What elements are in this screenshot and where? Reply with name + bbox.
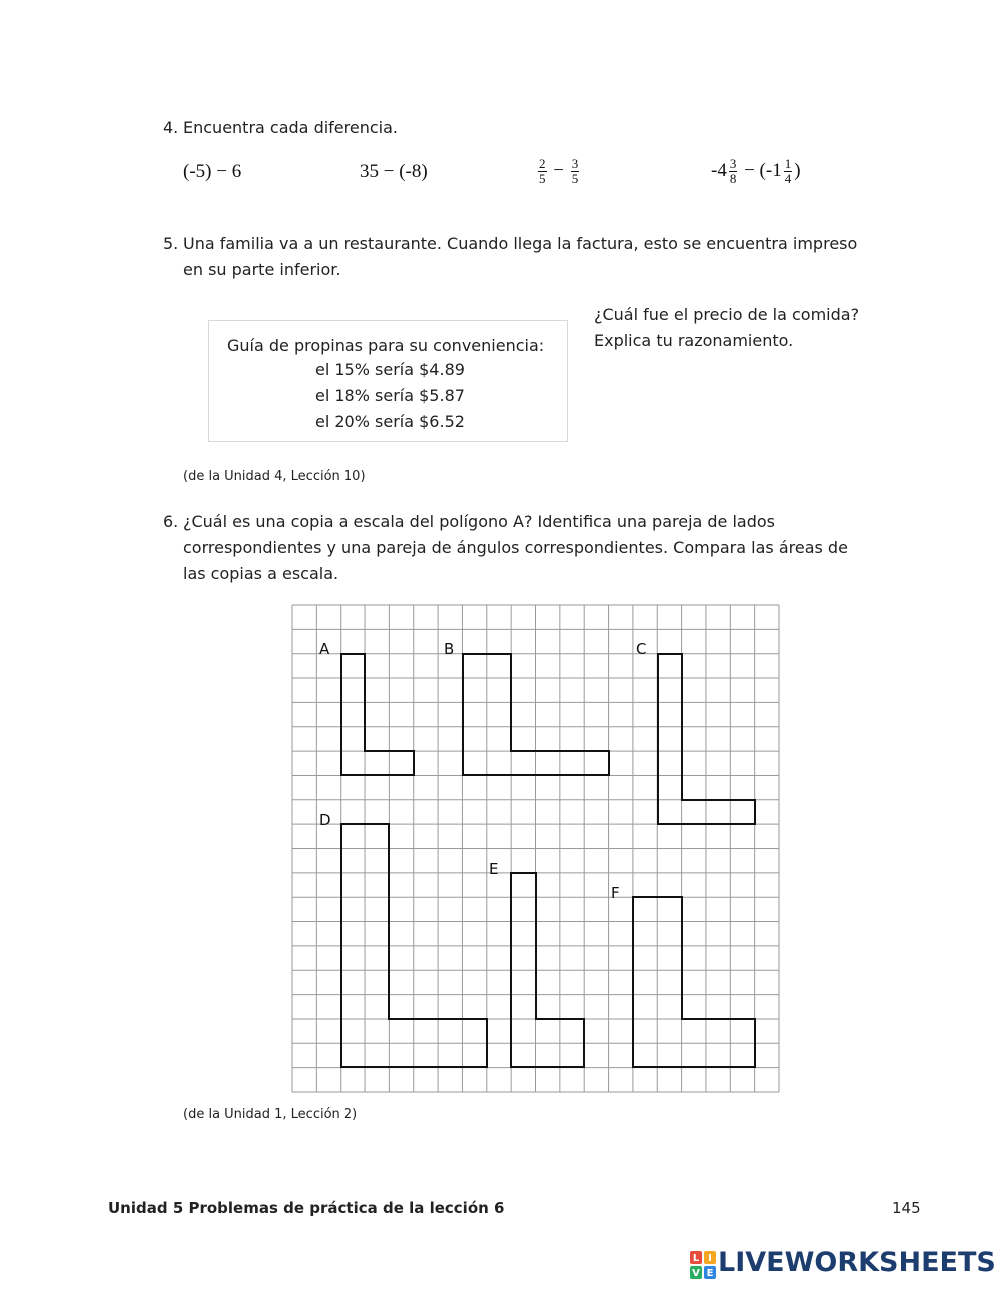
fraction-c2: $\frac{3}{5}$ (571, 156, 579, 186)
logo-letter-l: L (692, 1253, 700, 1264)
tip-guide-heading: Guía de propinas para su conveniencia: (227, 336, 545, 355)
tip-line-15: el 15% sería $4.89 (315, 360, 465, 379)
minus-d: − (-1 (744, 159, 782, 181)
polygon-c (658, 654, 755, 824)
fraction-d2: $\frac{1}{4}$ (784, 156, 792, 186)
question-4-prompt: Encuentra cada diferencia. (183, 118, 398, 137)
page-number: 145 (892, 1199, 921, 1217)
label-d: D (319, 811, 331, 829)
question-5-line-2: en su parte inferior. (183, 260, 341, 279)
minus-c: − (553, 159, 564, 181)
tip-line-20: el 20% sería $6.52 (315, 412, 465, 431)
polygon-f (633, 897, 755, 1067)
liveworksheets-logo (690, 1247, 996, 1281)
close-paren-d: ) (794, 159, 801, 181)
question-5-number: 5. (163, 234, 179, 253)
logo-mark-icon (690, 1251, 716, 1279)
label-a: A (319, 640, 330, 658)
question-6-line-1: ¿Cuál es una copia a escala del polígono A? Identifica una pareja de lados (183, 512, 776, 531)
label-c: C (636, 640, 647, 658)
footer-title: Unidad 5 Problemas de práctica de la lección 6 (108, 1199, 505, 1217)
source-note-q5: (de la Unidad 4, Lección 10) (183, 469, 366, 484)
polygon-a (341, 654, 414, 775)
question-6-line-3: las copias a escala. (183, 564, 339, 583)
expression-a: (-5) − 6 (183, 161, 242, 182)
meal-price-question-line-2: Explica tu razonamiento. (594, 331, 794, 350)
tip-line-18: el 18% sería $5.87 (315, 386, 465, 405)
question-6-line-2: correspondientes y una pareja de ángulos correspondientes. Compara las áreas de (183, 538, 848, 557)
label-f: F (611, 884, 620, 902)
fraction-c1: $\frac{2}{5}$ (539, 156, 546, 186)
label-b: B (444, 640, 455, 658)
source-note-q6: (de la Unidad 1, Lección 2) (183, 1107, 358, 1122)
label-e: E (489, 860, 499, 878)
logo-letter-v: V (692, 1268, 700, 1279)
mixed-whole-d1: -4 (711, 159, 727, 181)
logo-wordmark: LIVEWORKSHEETS (718, 1247, 996, 1278)
question-6-number: 6. (163, 512, 179, 531)
question-4-number: 4. (163, 118, 179, 137)
question-5-line-1: Una familia va a un restaurante. Cuando llega la factura, esto se encuentra impreso (183, 234, 858, 253)
logo-letter-e: E (706, 1268, 714, 1279)
fraction-d1: $\frac{3}{8}$ (729, 156, 737, 186)
expression-b: 35 − (-8) (360, 161, 428, 182)
logo-letter-i: I (708, 1253, 712, 1264)
meal-price-question-line-1: ¿Cuál fue el precio de la comida? (594, 305, 860, 324)
